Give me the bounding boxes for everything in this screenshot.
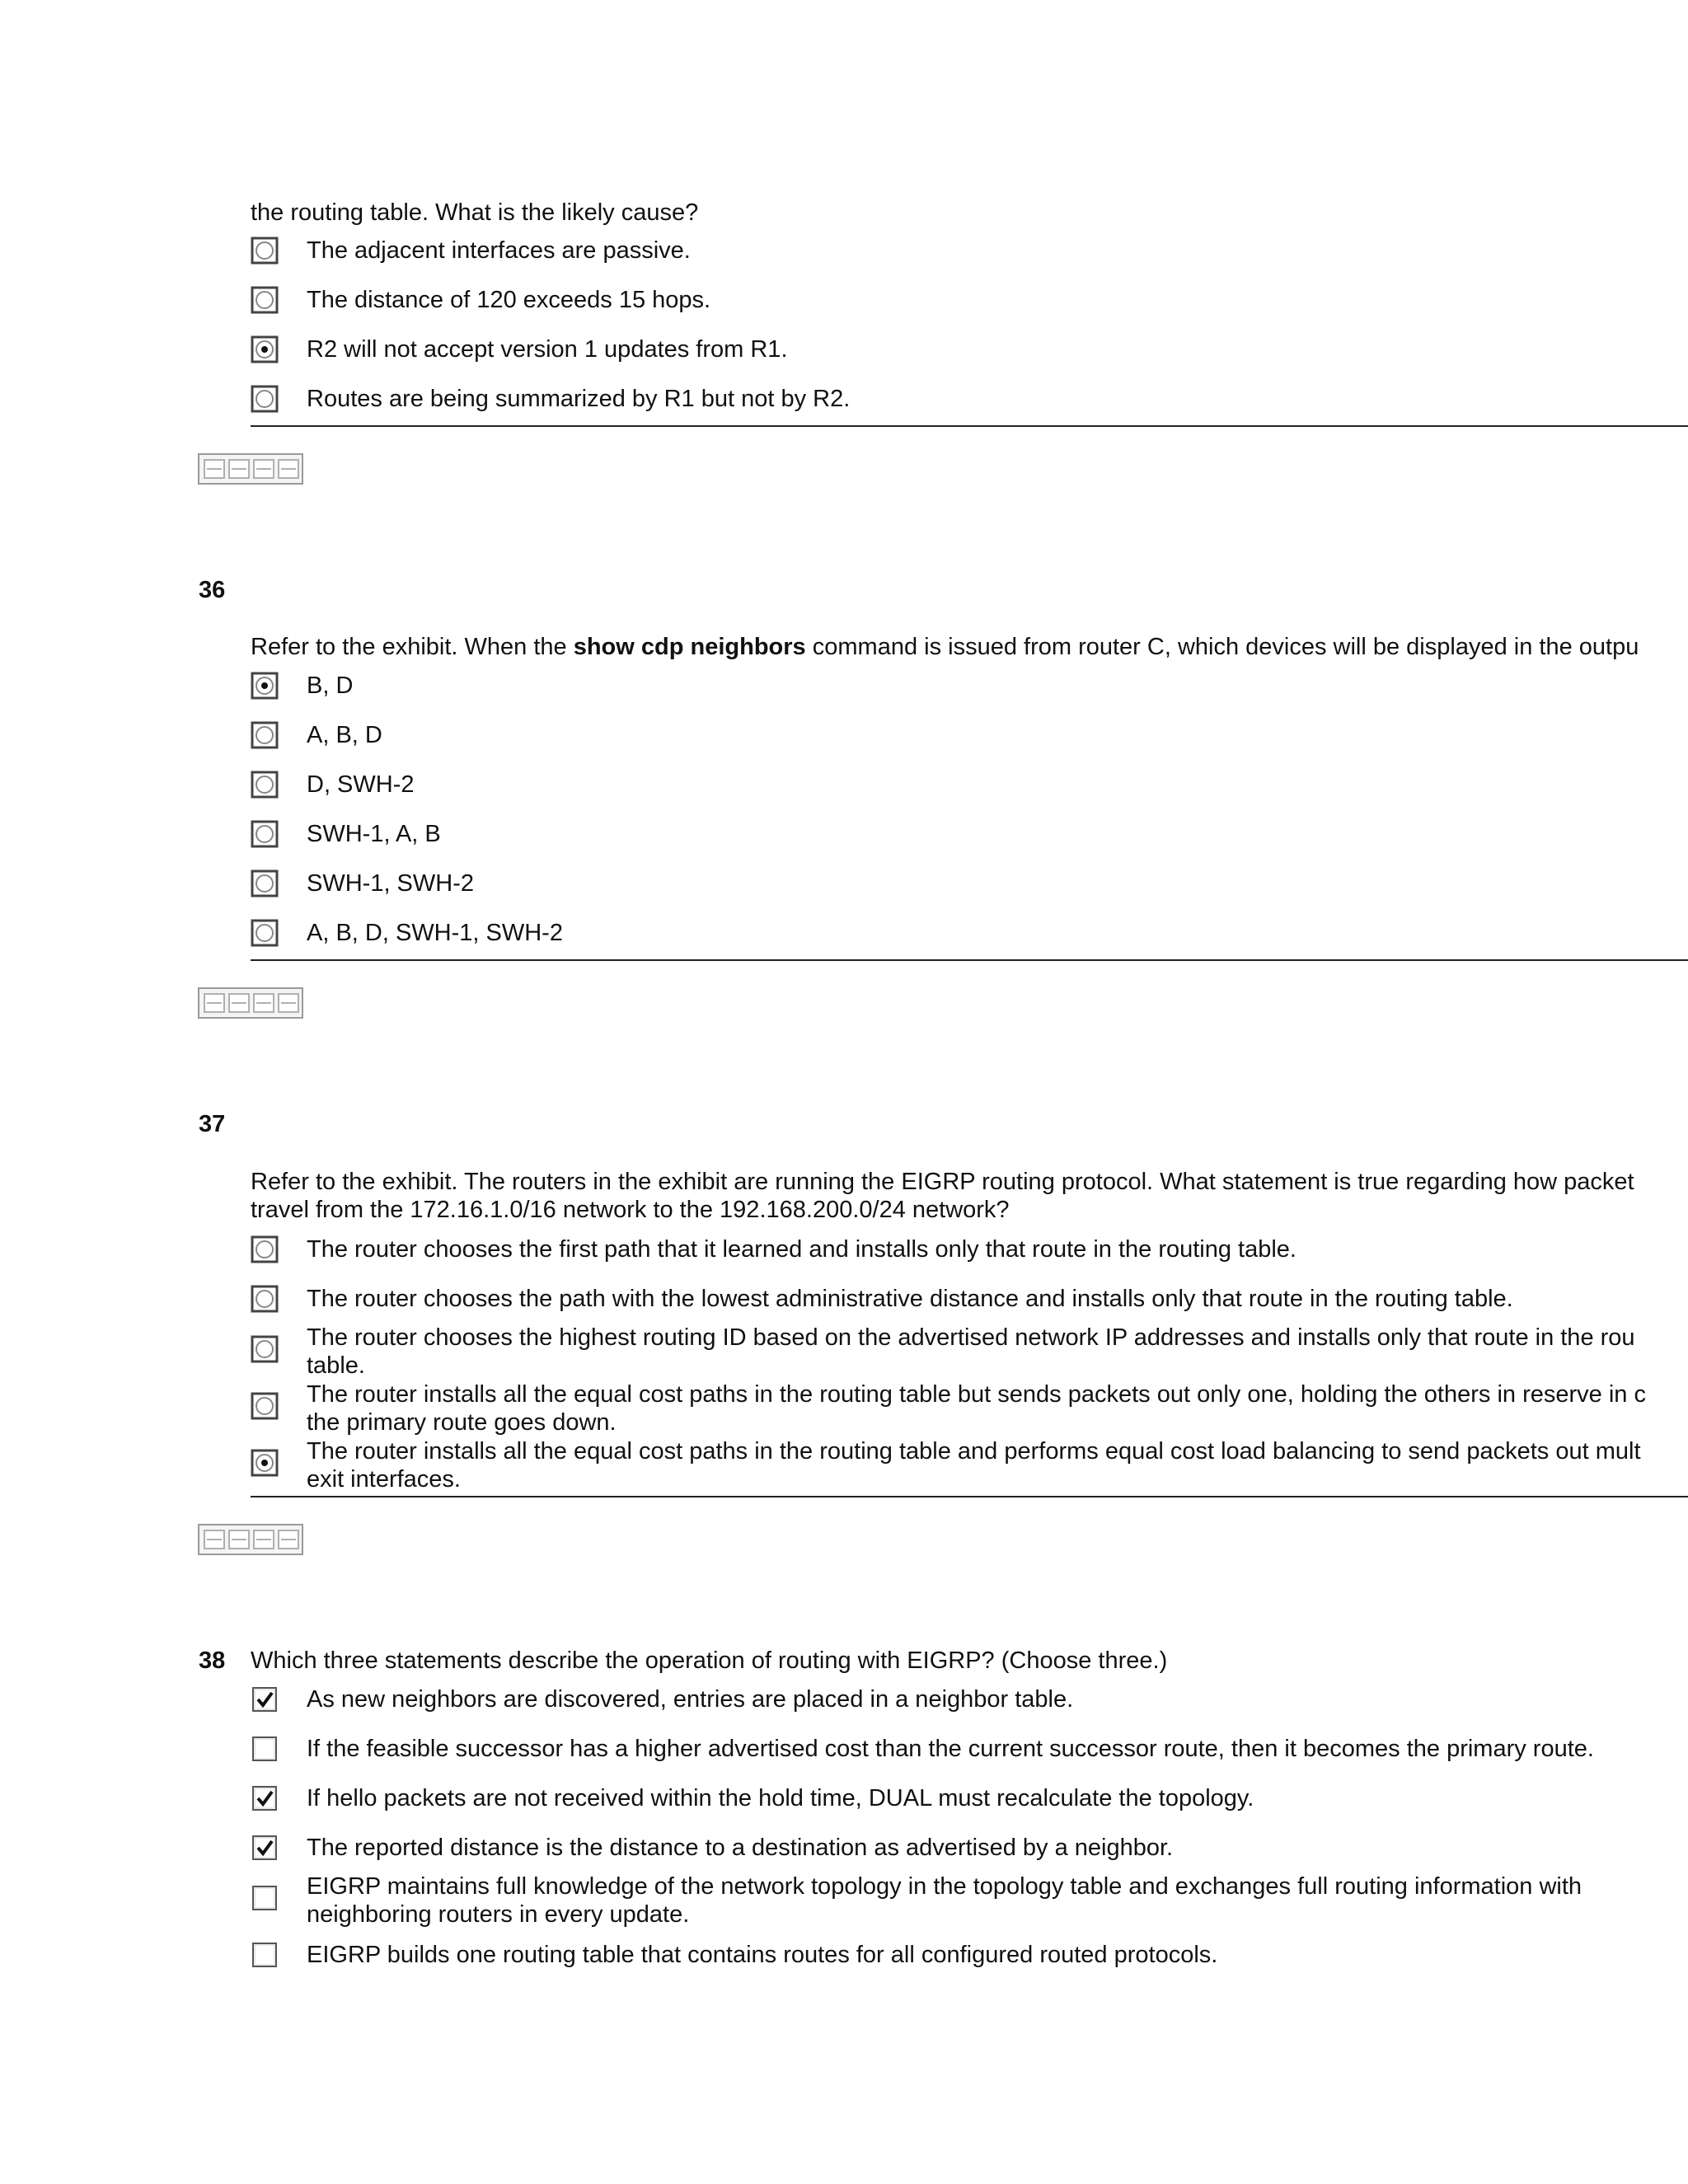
checkbox-icon[interactable]: [251, 1884, 279, 1912]
option-text-line-1: The router chooses the highest routing ID based on the advertised network IP addresses and installs only that route in the rou: [307, 1324, 1635, 1351]
divider: [251, 1496, 1688, 1497]
option-text: R2 will not accept version 1 updates from R1.: [307, 336, 788, 363]
option-text-line-1: EIGRP maintains full knowledge of the network topology in the topology table and exchanges full routing information with: [307, 1873, 1582, 1900]
question-36-number: 36: [199, 577, 226, 603]
radio-button-icon[interactable]: [251, 385, 279, 413]
option-text-line-2: neighboring routers in every update.: [307, 1901, 690, 1928]
question-38-stem: Which three statements describe the operation of routing with EIGRP? (Choose three.): [251, 1647, 1168, 1674]
option-text-line-2: exit interfaces.: [307, 1466, 461, 1493]
option-text: A, B, D: [307, 722, 382, 748]
option-text-line-1: The router installs all the equal cost paths in the routing table but sends packets out only one, holding the others in reserve in c: [307, 1381, 1646, 1408]
option-text: A, B, D, SWH-1, SWH-2: [307, 920, 563, 946]
mini-pager-icon[interactable]: [198, 987, 303, 1019]
question-37-number: 37: [199, 1111, 226, 1137]
option-text: The distance of 120 exceeds 15 hops.: [307, 287, 711, 313]
radio-button-icon[interactable]: [251, 1235, 279, 1263]
divider: [251, 959, 1688, 961]
option-text: D, SWH-2: [307, 771, 415, 798]
checkbox-icon[interactable]: [251, 1834, 279, 1862]
option-text: As new neighbors are discovered, entries are placed in a neighbor table.: [307, 1686, 1074, 1713]
checkbox-icon[interactable]: [251, 1735, 279, 1763]
option-text: The reported distance is the distance to a destination as advertised by a neighbor.: [307, 1835, 1174, 1861]
option-text: The adjacent interfaces are passive.: [307, 237, 691, 264]
radio-button-icon[interactable]: [251, 1335, 279, 1363]
checkbox-icon[interactable]: [251, 1685, 279, 1713]
question-35-stem: the routing table. What is the likely cause?: [251, 199, 699, 226]
option-text-line-1: The router installs all the equal cost paths in the routing table and performs equal cost load balancing to send packets out mult: [307, 1438, 1641, 1465]
option-text: If the feasible successor has a higher advertised cost than the current successor route, then it becomes the primary route.: [307, 1736, 1594, 1762]
checkbox-icon[interactable]: [251, 1941, 279, 1969]
radio-button-icon[interactable]: [251, 335, 279, 363]
question-37-stem-line-1: Refer to the exhibit. The routers in the exhibit are running the EIGRP routing protocol. What statement is true regarding how packet: [251, 1169, 1634, 1195]
option-text: SWH-1, A, B: [307, 821, 441, 847]
mini-pager-icon[interactable]: [198, 1524, 303, 1555]
divider: [251, 425, 1688, 427]
stem-text: Refer to the exhibit. When the: [251, 634, 574, 660]
radio-button-icon[interactable]: [251, 286, 279, 314]
radio-button-icon[interactable]: [251, 869, 279, 898]
command-text: show cdp neighbors: [573, 634, 806, 660]
radio-button-icon[interactable]: [251, 919, 279, 947]
option-text: If hello packets are not received within the hold time, DUAL must recalculate the topology.: [307, 1785, 1254, 1811]
radio-button-icon[interactable]: [251, 820, 279, 848]
checkbox-icon[interactable]: [251, 1784, 279, 1812]
question-37-stem-line-2: travel from the 172.16.1.0/16 network to the 192.168.200.0/24 network?: [251, 1197, 1010, 1223]
radio-button-icon[interactable]: [251, 721, 279, 749]
option-text: B, D: [307, 673, 354, 699]
option-text-line-2: table.: [307, 1352, 365, 1379]
radio-button-icon[interactable]: [251, 1392, 279, 1420]
radio-button-icon[interactable]: [251, 1449, 279, 1477]
radio-button-icon[interactable]: [251, 771, 279, 799]
radio-button-icon[interactable]: [251, 237, 279, 265]
option-text: The router chooses the first path that it learned and installs only that route in the routing table.: [307, 1236, 1296, 1263]
mini-pager-icon[interactable]: [198, 453, 303, 485]
radio-button-icon[interactable]: [251, 672, 279, 700]
stem-text: command is issued from router C, which devices will be displayed in the outpu: [805, 634, 1639, 660]
question-36-stem: [251, 633, 1639, 662]
option-text-line-2: the primary route goes down.: [307, 1409, 617, 1436]
option-text: SWH-1, SWH-2: [307, 870, 474, 897]
option-text: Routes are being summarized by R1 but not by R2.: [307, 386, 851, 412]
option-text: EIGRP builds one routing table that contains routes for all configured routed protocols.: [307, 1942, 1218, 1968]
radio-button-icon[interactable]: [251, 1285, 279, 1313]
option-text: The router chooses the path with the lowest administrative distance and installs only that route in the routing table.: [307, 1286, 1513, 1312]
question-38-number: 38: [199, 1647, 226, 1674]
